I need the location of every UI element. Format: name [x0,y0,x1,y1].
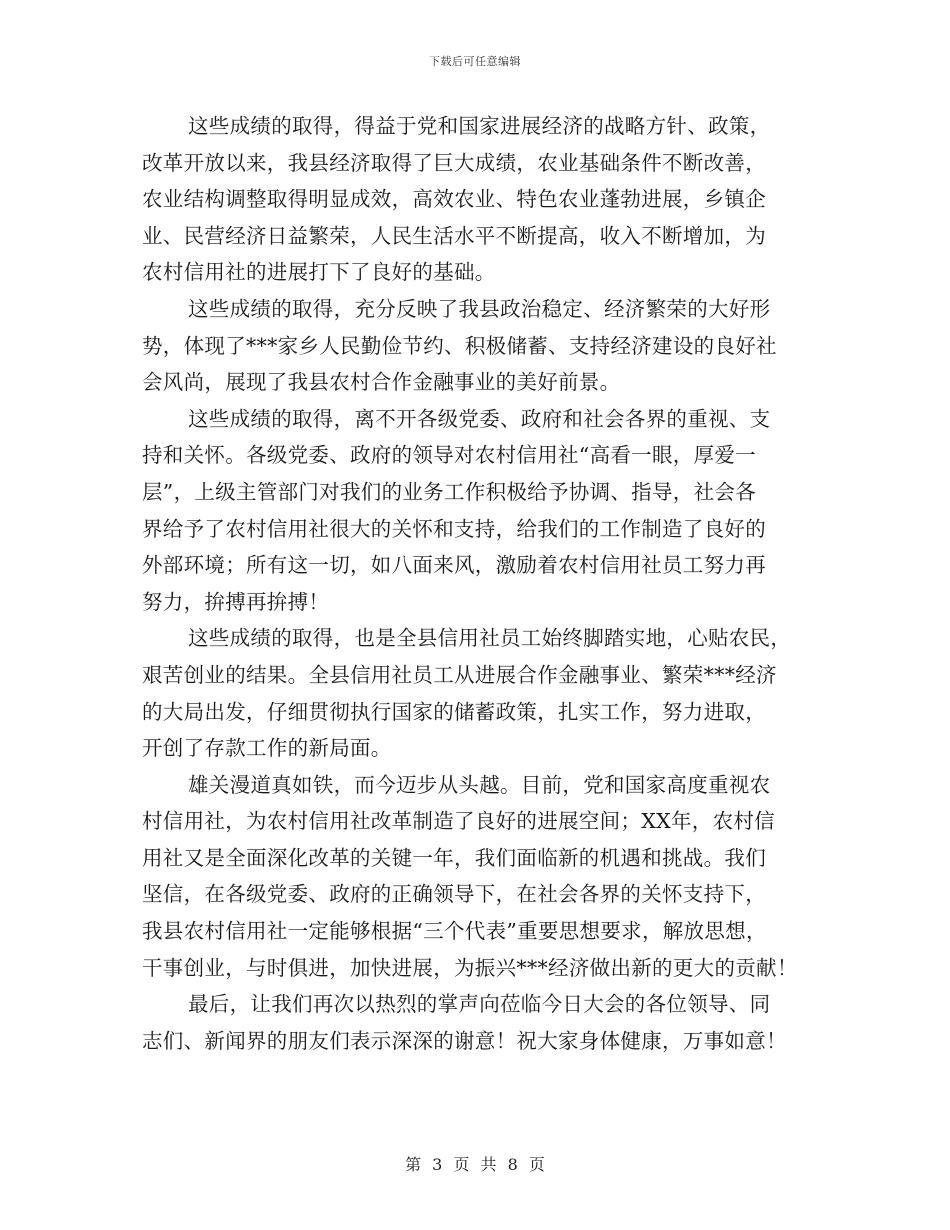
text-line: 持和关怀。各级党委、政府的领导对农村信用社“高看一眼，厚爱一 [142,443,756,468]
paragraph [142,291,822,401]
text-line: 改革开放以来，我县经济取得了巨大成绩，农业基础条件不断改善， [142,150,766,175]
text-line: 开创了存款工作的新局面。 [142,736,392,761]
paragraph [142,986,822,1059]
page-header: 下载后可任意编辑 [429,55,521,68]
text-line: 农村信用社的进展打下了良好的基础。 [142,260,496,285]
text-line: 我县农村信用社一定能够根据“三个代表”重要思想要求，解放思想， [142,919,767,944]
document-body [142,108,822,1059]
text-line: 用社又是全面深化改革的关键一年，我们面临新的机遇和挑战。我们 [142,845,766,870]
text-line: 这些成绩的取得，得益于党和国家进展经济的战略方针、政策， [188,114,771,138]
paragraph [142,108,822,291]
paragraph [142,767,822,987]
text-line: 势，体现了***家乡人民勤俭节约、积极储蓄、支持经济建设的良好社 [142,333,777,358]
text-line: 志们、新闻界的朋友们表示深深的谢意！祝大家身体健康，万事如意！ [142,1028,787,1053]
text-line: 努力，拚搏再拚搏！ [142,589,330,614]
text-line: 界给予了农村信用社很大的关怀和支持，给我们的工作制造了良好的 [142,516,766,541]
text-line: 的大局出发，仔细贯彻执行国家的储蓄政策，扎实工作，努力进取， [142,699,766,724]
text-line: 农业结构调整取得明显成效，高效农业、特色农业蓬勃进展，乡镇企 [142,187,766,212]
text-line: 艰苦创业的结果。全县信用社员工从进展合作金融事业、繁荣***经济 [142,662,777,687]
text-line: 会风尚，展现了我县农村合作金融事业的美好前景。 [142,370,621,395]
text-line: 村信用社，为农村信用社改革制造了良好的进展空间；XX年，农村信 [142,809,775,834]
text-line: 这些成绩的取得，离不开各级党委、政府和社会各界的重视、支 [188,406,771,431]
text-line: 层”，上级主管部门对我们的业务工作积极给予协调、指导，社会各 [142,479,756,504]
text-line: 干事创业，与时俱进，加快进展，为振兴***经济做出新的更大的贡献！ [142,955,798,980]
text-line: 坚信，在各级党委、政府的正确领导下，在社会各界的关怀支持下， [142,882,766,907]
text-line: 最后，让我们再次以热烈的掌声向莅临今日大会的各位领导、同 [188,992,771,1017]
text-line: 这些成绩的取得，也是全县信用社员工始终脚踏实地，心贴农民， [188,626,792,651]
paragraph [142,401,822,621]
text-line: 雄关漫道真如铁，而今迈步从头越。目前，党和国家高度重视农 [188,772,771,797]
paragraph [142,620,822,766]
text-line: 业、民营经济日益繁荣，人民生活水平不断提高，收入不断增加，为 [142,223,766,248]
text-line: 外部环境；所有这一切，如八面来风，激励着农村信用社员工努力再 [142,553,766,578]
page-number: 第 3 页 共 8 页 [405,1155,545,1174]
text-line: 这些成绩的取得，充分反映了我县政治稳定、经济繁荣的大好形 [188,296,771,321]
